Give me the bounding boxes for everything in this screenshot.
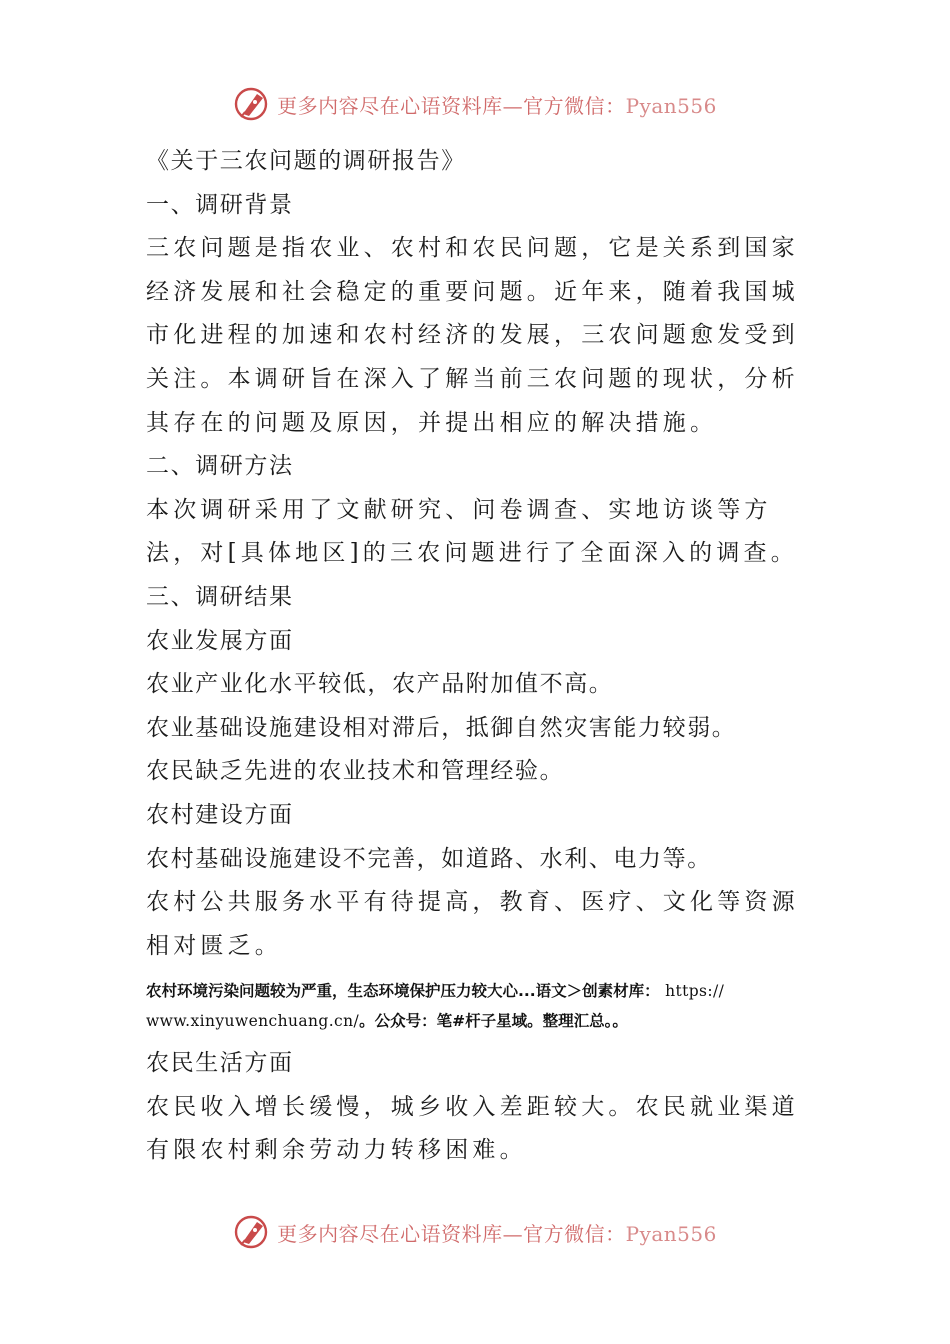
- document-title: 《关于三农问题的调研报告》: [146, 148, 466, 174]
- source-url-part: https://: [665, 982, 725, 1001]
- banner-wechat-id: Pyan556: [625, 93, 717, 118]
- banner-wechat-id: Pyan556: [625, 1221, 717, 1246]
- source-note-text: 农村环境污染问题较为严重，生态环境保护压力较大心...语文＞创素材库：: [146, 982, 660, 1001]
- section-heading-results: 三、调研结果: [146, 583, 294, 610]
- banner-slogan: 更多内容尽在心语资料库—官方微信：: [277, 93, 626, 118]
- source-url: www.xinyuwenchuang.cn/: [146, 1012, 360, 1031]
- subheading-life: 农民生活方面: [146, 1050, 294, 1077]
- footer-banner: [0, 1210, 950, 1254]
- section-heading-background: 一、调研背景: [146, 191, 294, 218]
- paragraph-life: 农民收入增长缓慢，城乡收入差距较大。农民就业渠道有限农村剩余劳动力转移困难。: [146, 1093, 799, 1164]
- pen-nib-logo-icon: [233, 84, 273, 124]
- source-note: [146, 976, 810, 1036]
- paragraph-background: 三农问题是指农业、农村和农民问题，它是关系到国家经济发展和社会稳定的重要问题。近年来，随着我国城市化进程的加速和农村经济的发展，三农问题愈发受到关注。本调研旨在深入了解当前三农问题的现状，分析其存在的问题及原因，并提出相应的解决措施。: [146, 235, 799, 436]
- paragraph-method: 本次调研采用了文献研究、问卷调查、实地访谈等方法，对[具体地区]的三农问题进行了全面深入的调查。: [146, 496, 798, 567]
- subheading-agriculture: 农业发展方面: [146, 627, 294, 654]
- source-note-tail: 。公众号：笔#杆子星域。整理汇总。。: [359, 1012, 628, 1031]
- banner-slogan: 更多内容尽在心语资料库—官方微信：: [277, 1221, 626, 1246]
- list-item: 农村基础设施建设不完善，如道路、水利、电力等。: [146, 845, 712, 872]
- document-body: [146, 140, 810, 1173]
- subheading-rural: 农村建设方面: [146, 801, 294, 828]
- banner-text: [277, 1218, 717, 1247]
- list-item: 农业产业化水平较低，农产品附加值不高。: [146, 671, 614, 698]
- list-item: 农业基础设施建设相对滞后，抵御自然灾害能力较弱。: [146, 714, 737, 741]
- section-heading-method: 二、调研方法: [146, 453, 294, 480]
- pen-nib-logo-icon: [233, 1212, 273, 1252]
- header-banner: [0, 82, 950, 126]
- list-item: 农村公共服务水平有待提高，教育、医疗、文化等资源相对匮乏。: [146, 889, 799, 959]
- list-item: 农民缺乏先进的农业技术和管理经验。: [146, 758, 565, 785]
- banner-text: [277, 90, 717, 119]
